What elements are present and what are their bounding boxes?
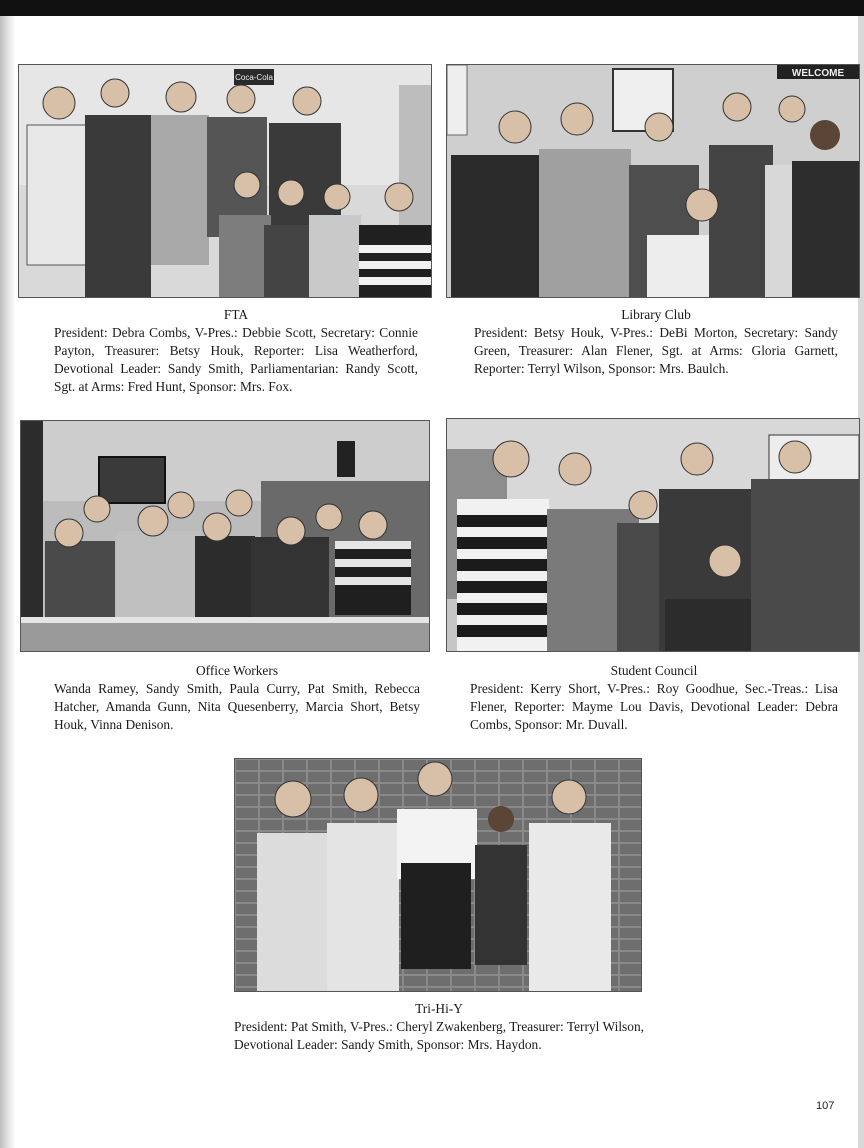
tri-hi-y-officers: President: Pat Smith, V-Pres.: Cheryl Zwakenberg, Treasurer: Terryl Wilson, Devotional Leader: Sandy Smith, Sponsor: Mrs. Haydon. (234, 1019, 644, 1052)
office-workers-caption (54, 662, 420, 734)
library-club-title: Library Club (621, 307, 691, 322)
student-council-officers: President: Kerry Short, V-Pres.: Roy Goodhue, Sec.-Treas.: Lisa Flener, Reporter: Mayme Lou Davis, Devotional Leader: Debra Combs, Sponsor: Mr. Duvall. (470, 681, 838, 732)
student-council-caption (470, 662, 838, 734)
tri-hi-y-title: Tri-Hi-Y (415, 1001, 463, 1016)
office-workers-title: Office Workers (195, 663, 279, 678)
tri-hi-y-photo (234, 758, 642, 992)
office-workers-members: Wanda Ramey, Sandy Smith, Paula Curry, Pat Smith, Rebecca Hatcher, Amanda Gunn, Nita Quesenberry, Marcia Short, Betsy Houk, Vinna Denison. (54, 681, 420, 732)
page-number: 107 (816, 1100, 835, 1112)
library-club-photo (446, 64, 860, 298)
student-council-title: Student Council (610, 663, 698, 678)
student-council-photo (446, 418, 860, 652)
fta-title: FTA (223, 307, 249, 322)
fta-caption (54, 306, 418, 396)
office-workers-photo (20, 420, 430, 652)
welcome-banner-text: WELCOME (791, 68, 845, 79)
coca-cola-sign-text: Coca-Cola (235, 73, 273, 82)
library-club-officers: President: Betsy Houk, V-Pres.: DeBi Morton, Secretary: Sandy Green, Treasurer: Alan Flener, Sgt. at Arms: Gloria Garnett, Reporter: Terryl Wilson, Sponsor: Mrs. Baulch. (474, 325, 838, 376)
page-top-edge (0, 0, 864, 16)
tri-hi-y-caption (234, 1000, 644, 1054)
library-club-caption (474, 306, 838, 378)
fta-photo (18, 64, 432, 298)
book-spine-shadow (0, 16, 16, 1148)
fta-officers: President: Debra Combs, V-Pres.: Debbie Scott, Secretary: Connie Payton, Treasurer: Betsy Houk, Reporter: Lisa Weatherford, Devotional Leader: Sandy Smith, Parliamentarian: Randy Scott, Sgt. at Arms: Fred Hunt, Sponsor: Mrs. Fox. (54, 325, 418, 394)
